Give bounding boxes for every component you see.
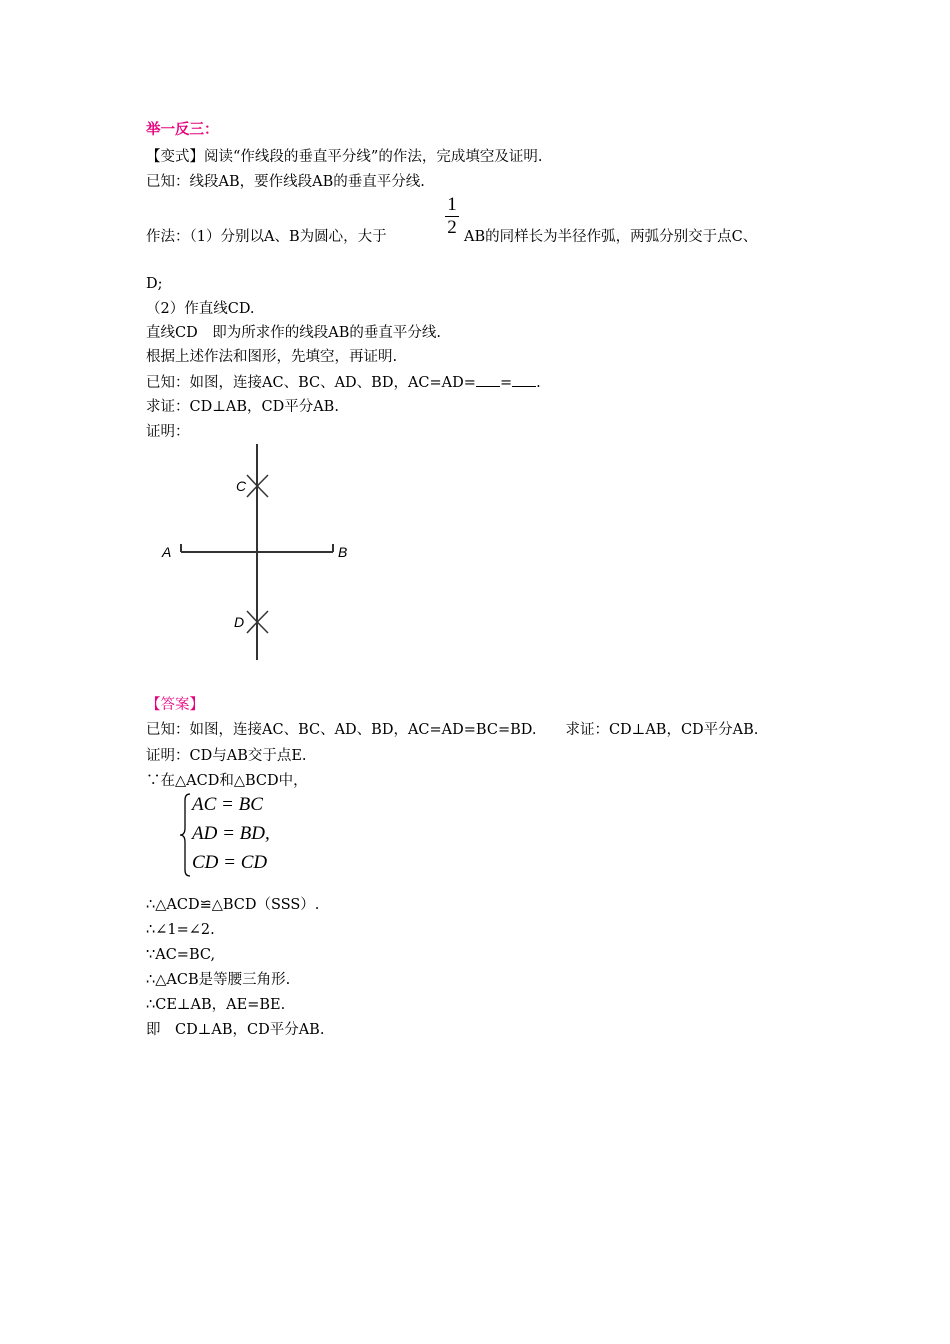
answer-step-4: ∴CE⊥AB，AE=BE.: [146, 997, 286, 1013]
construction-figure: [150, 438, 370, 668]
answer-step-2: ∴∠1=∠2.: [146, 922, 215, 938]
fraction-numerator: 1: [447, 194, 457, 215]
method-step2: （2）作直线CD.: [146, 301, 255, 317]
left-brace: [178, 792, 192, 878]
proof-label: 证明：: [146, 424, 190, 440]
intro-text: 阅读“作线段的垂直平分线”的作法，完成填空及证明.: [204, 149, 543, 165]
method-suffix: AB的同样长为半径作弧，两弧分别交于点C、: [464, 229, 758, 245]
answer-because-2: ∵AC=BC,: [146, 947, 216, 963]
answer-step-1: ∴△ACD≌△BCD（SSS）.: [146, 897, 320, 913]
equation-row-2: AD = BD,: [192, 823, 270, 844]
label-a: A: [162, 544, 172, 560]
known-end: .: [536, 375, 541, 391]
known-eq: =: [499, 375, 513, 391]
fill-blank-2[interactable]: [512, 372, 536, 387]
fill-blank-1[interactable]: [476, 372, 500, 387]
answer-tag: 【答案】: [146, 697, 204, 713]
answer-step-3: ∴△ACB是等腰三角形.: [146, 972, 291, 988]
label-d: D: [234, 614, 245, 630]
instruction: 根据上述作法和图形，先填空，再证明.: [146, 349, 398, 365]
known-prefix: 已知：如图，连接AC、BC、AD、BD，AC=AD=: [146, 375, 476, 391]
label-c: C: [236, 478, 247, 494]
method-tail: D;: [146, 276, 163, 292]
equation-row-3: CD = CD: [192, 852, 268, 873]
answer-because-1: ∵在△ACD和△BCD中，: [146, 773, 308, 789]
given-segment: 已知：线段AB，要作线段AB的垂直平分线.: [146, 174, 425, 190]
section-heading: 举一反三：: [146, 121, 219, 138]
answer-given: 已知：如图，连接AC、BC、AD、BD，AC=AD=BC=BD. 求证：CD⊥AB，CD平分AB.: [146, 722, 759, 738]
method-prefix: 作法：（1）分别以A、B为圆心，大于: [146, 229, 387, 245]
equation-system: [178, 792, 318, 878]
problem-intro: [146, 147, 542, 167]
equation-row-1: AC = BC: [192, 794, 263, 815]
label-b: B: [338, 544, 348, 560]
answer-final: 即 CD⊥AB，CD平分AB.: [146, 1022, 325, 1038]
half-fraction: [443, 194, 461, 239]
known-line: [146, 372, 541, 393]
prove-statement: 求证：CD⊥AB，CD平分AB.: [146, 399, 339, 415]
answer-proof-intro: 证明：CD与AB交于点E.: [146, 748, 307, 764]
method-conclusion: 直线CD 即为所求作的线段AB的垂直平分线.: [146, 325, 441, 341]
fraction-denominator: 2: [447, 217, 457, 238]
variant-tag: 【变式】: [146, 149, 204, 165]
